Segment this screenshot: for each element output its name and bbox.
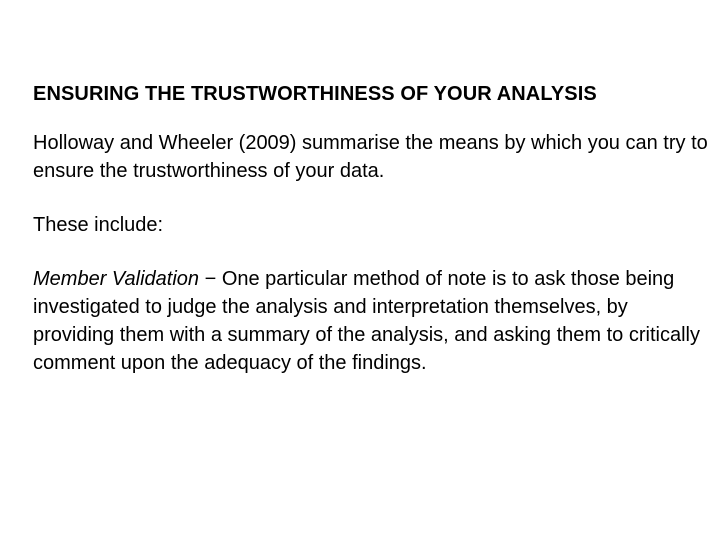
- slide-title: ENSURING THE TRUSTWORTHINESS OF YOUR ANALYSIS: [33, 83, 597, 105]
- term-separator: −: [199, 268, 222, 290]
- member-validation-description: One particular method of note is to ask those being investigated to judge the analysis and interpretation themselves, by providing them with a summary of the analysis, and asking them to critically comment upon the adequacy of the findings.: [33, 268, 700, 374]
- list-intro: These include:: [33, 214, 164, 236]
- member-validation-term: Member Validation: [33, 268, 200, 290]
- intro-paragraph: Holloway and Wheeler (2009) summarise the means by which you can try to ensure the trustworthiness of your data.: [33, 132, 708, 182]
- slide-content: [33, 79, 713, 377]
- member-validation-paragraph: [33, 265, 713, 377]
